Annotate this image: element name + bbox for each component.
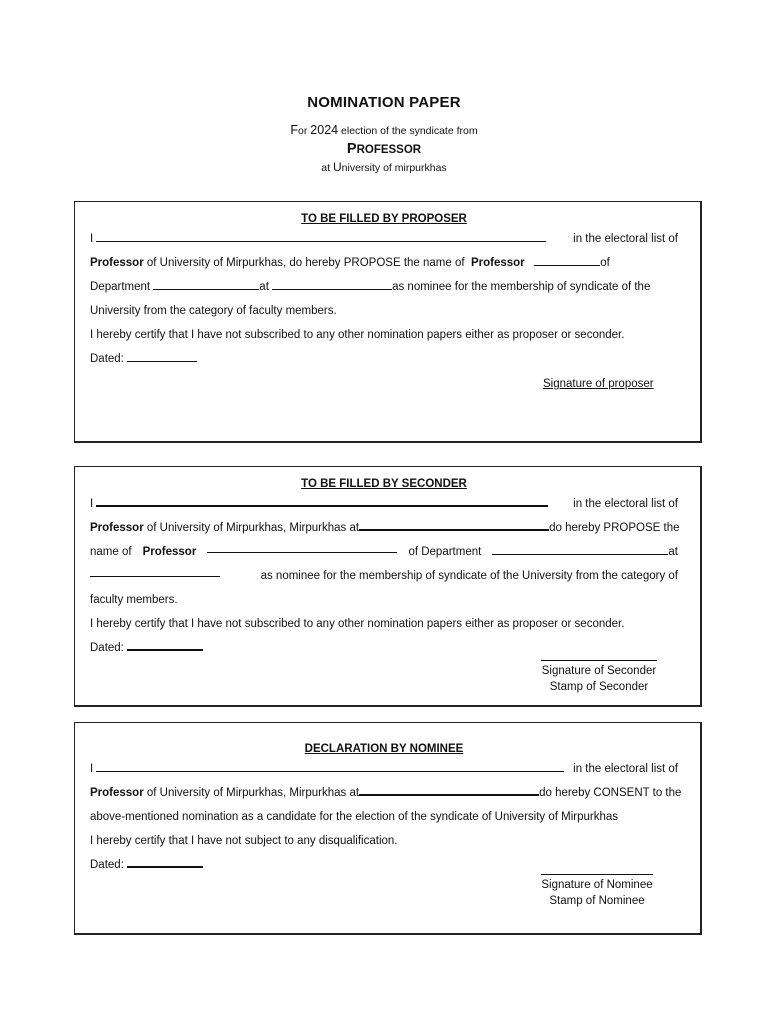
seconder-heading: TO BE FILLED BY SECONDER: [301, 478, 467, 490]
nominee-date-field[interactable]: [127, 854, 203, 868]
location-field[interactable]: [272, 277, 392, 290]
nominee-name-input[interactable]: [96, 759, 564, 772]
proposer-line-3: Department at as nominee for the membership of syndicate of the: [90, 275, 678, 299]
proposer-line-1: I in the electoral list of: [90, 227, 678, 251]
election-subtitle: For 2024 election of the syndicate from: [290, 123, 478, 137]
seconder-line-3: name of Professor of Department at: [90, 540, 678, 564]
seconder-line-1: I in the electoral list of: [90, 492, 678, 516]
proposer-line-4: University from the category of faculty members.: [90, 305, 337, 317]
nominee-name-field[interactable]: [534, 253, 600, 266]
proposer-date-field[interactable]: [127, 349, 197, 362]
document-title: NOMINATION PAPER: [307, 94, 461, 111]
proposer-signature: Signature of proposer: [543, 378, 654, 390]
nominee-line-3: above-mentioned nomination as a candidate for the election of the syndicate of University of Mirpurkhas: [90, 811, 619, 823]
nominee-stamp: Stamp of Nominee: [549, 895, 645, 907]
seconder-certify: I hereby certify that I have not subscribed to any other nomination papers either as proposer or seconder.: [90, 618, 625, 630]
seconder-name-field[interactable]: [96, 493, 548, 507]
seconder-line-2: Professor of University of Mirpurkhas, Mirpurkhas at do hereby PROPOSE the: [90, 516, 678, 540]
proposer-heading: TO BE FILLED BY PROPOSER: [301, 213, 467, 225]
document-header: [0, 94, 768, 174]
proposer-dated: Dated:: [90, 347, 678, 371]
seconder-department-field[interactable]: [492, 542, 668, 555]
proposer-section: [74, 201, 702, 443]
nominee-signature: Signature of Nominee Stamp of Nominee: [541, 874, 653, 909]
nominee-certify: I hereby certify that I have not subject to any disqualification.: [90, 835, 398, 847]
seconder-dated: Dated:: [90, 636, 678, 660]
seconder-line-4: as nominee for the membership of syndicate of the University from the category of: [90, 564, 678, 588]
seconder-nominee-field[interactable]: [207, 540, 397, 553]
category-subtitle: PROFESSOR: [346, 141, 422, 157]
nominee-line-1: I in the electoral list of: [90, 757, 678, 781]
proposer-line-2: Professor of University of Mirpurkhas, do hereby PROPOSE the name of Professor of: [90, 251, 678, 275]
nominee-signature-line: [541, 874, 653, 875]
nominee-heading: DECLARATION BY NOMINEE: [304, 743, 464, 755]
seconder-location-field[interactable]: [359, 517, 549, 531]
seconder-date-field[interactable]: [127, 637, 203, 651]
seconder-signature: Signature of Seconder Stamp of Seconder: [541, 660, 657, 695]
proposer-certify: I hereby certify that I have not subscribed to any other nomination papers either as proposer or seconder.: [90, 329, 625, 341]
proposer-name-field[interactable]: [96, 229, 546, 242]
seconder-at-field[interactable]: [90, 564, 220, 577]
seconder-stamp: Stamp of Seconder: [549, 681, 649, 693]
seconder-signature-line: [541, 660, 657, 661]
university-subtitle: at University of mirpurkhas: [321, 160, 447, 174]
seconder-section: [74, 466, 702, 707]
nominee-section: [74, 722, 702, 935]
nominee-dated: Dated:: [90, 853, 678, 877]
nominee-line-2: Professor of University of Mirpurkhas, Mirpurkhas at do hereby CONSENT to the: [90, 781, 678, 805]
nominee-location-field[interactable]: [359, 782, 539, 796]
seconder-line-5: faculty members.: [90, 594, 178, 606]
department-field[interactable]: [153, 277, 259, 290]
